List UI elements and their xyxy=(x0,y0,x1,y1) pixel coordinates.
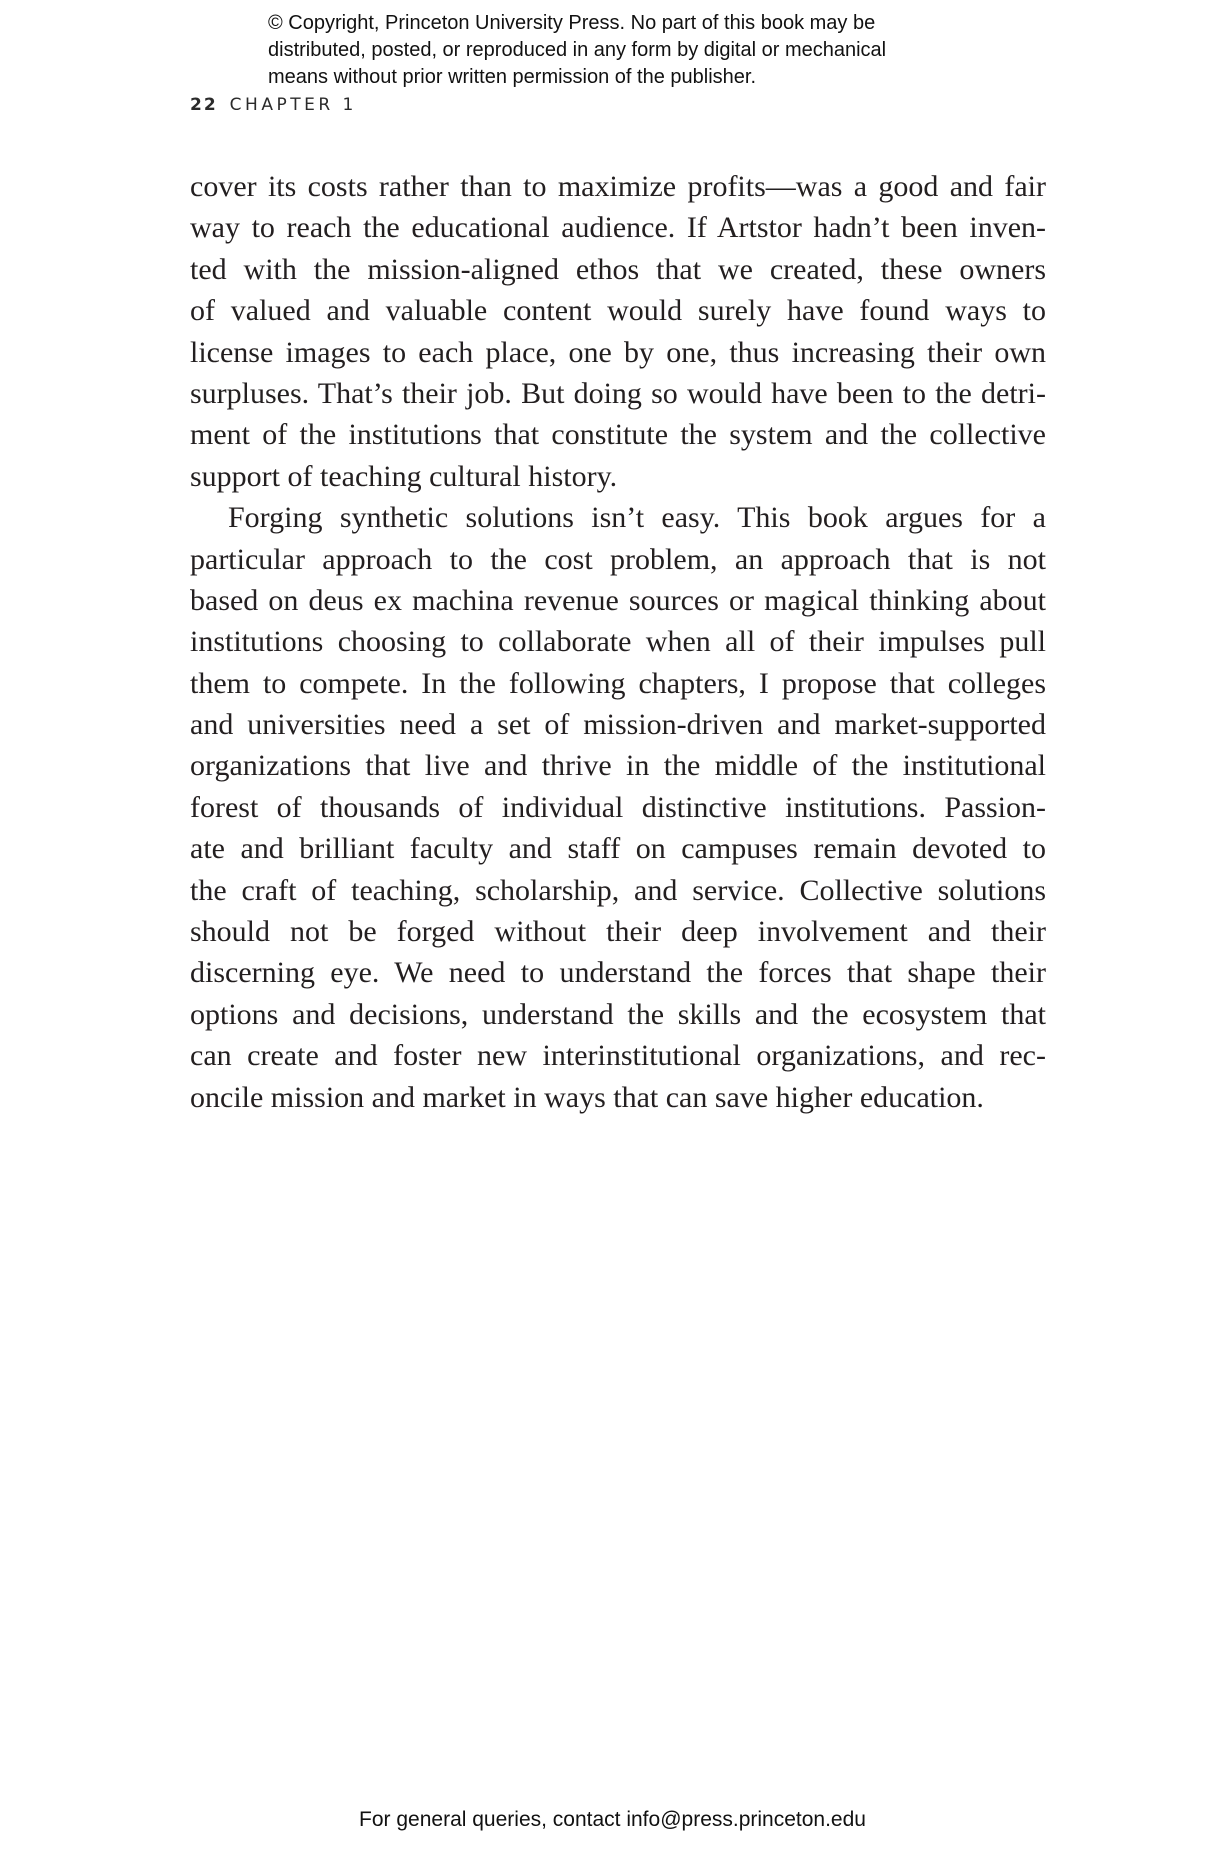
text-line: ate and brilliant faculty and staff on campuses remain devoted to xyxy=(190,832,1046,866)
text-line: surpluses. That’s their job. But doing so would have been to the detri- xyxy=(190,376,1046,410)
chapter-label: CHAPTER 1 xyxy=(229,95,357,115)
text-line: institutions choosing to collaborate when all of their impulses pull xyxy=(190,625,1046,659)
text-line: way to reach the educational audience. If Artstor hadn’t been inven- xyxy=(190,211,1046,245)
text-line: the craft of teaching, scholarship, and service. Collective solutions xyxy=(190,873,1046,907)
text-line: should not be forged without their deep involvement and their xyxy=(190,915,1046,949)
text-line: support of teaching cultural history. xyxy=(190,459,618,493)
text-line: oncile mission and market in ways that can save higher education. xyxy=(190,1080,984,1114)
copyright-notice xyxy=(268,10,1028,91)
text-line: organizations that live and thrive in the middle of the institutional xyxy=(190,749,1046,783)
text-line: license images to each place, one by one, thus increasing their own xyxy=(190,335,1046,369)
copyright-line: distributed, posted, or reproduced in any form by digital or mechanical xyxy=(268,39,887,61)
copyright-line: means without prior written permission of the publisher. xyxy=(268,66,757,88)
copyright-line: © Copyright, Princeton University Press. No part of this book may be xyxy=(268,12,876,34)
text-line: Forging synthetic solutions isn’t easy. This book argues for a xyxy=(228,501,1046,535)
text-line: can create and foster new interinstitutional organizations, and rec- xyxy=(190,1039,1046,1073)
body-text xyxy=(190,166,1046,1118)
text-line: options and decisions, understand the skills and the ecosystem that xyxy=(190,997,1046,1031)
text-line: them to compete. In the following chapters, I propose that colleges xyxy=(190,666,1046,700)
contact-footer: For general queries, contact info@press.princeton.edu xyxy=(359,1808,866,1831)
text-line: cover its costs rather than to maximize profits—was a good and fair xyxy=(190,170,1046,203)
page-number: 22 xyxy=(190,95,218,115)
text-line: discerning eye. We need to understand the forces that shape their xyxy=(190,956,1046,990)
text-line: of valued and valuable content would surely have found ways to xyxy=(190,294,1046,328)
text-line: and universities need a set of mission-driven and market-supported xyxy=(190,708,1046,742)
paragraph-continued xyxy=(190,166,1046,497)
text-line: particular approach to the cost problem, an approach that is not xyxy=(190,542,1046,576)
paragraph xyxy=(190,497,1046,1118)
running-head xyxy=(190,95,357,115)
text-line: ted with the mission-aligned ethos that we created, these owners xyxy=(190,252,1046,286)
text-line: based on deus ex machina revenue sources or magical thinking about xyxy=(190,583,1046,617)
text-line: forest of thousands of individual distinctive institutions. Passion- xyxy=(190,790,1046,824)
text-line: ment of the institutions that constitute the system and the collective xyxy=(190,418,1046,452)
